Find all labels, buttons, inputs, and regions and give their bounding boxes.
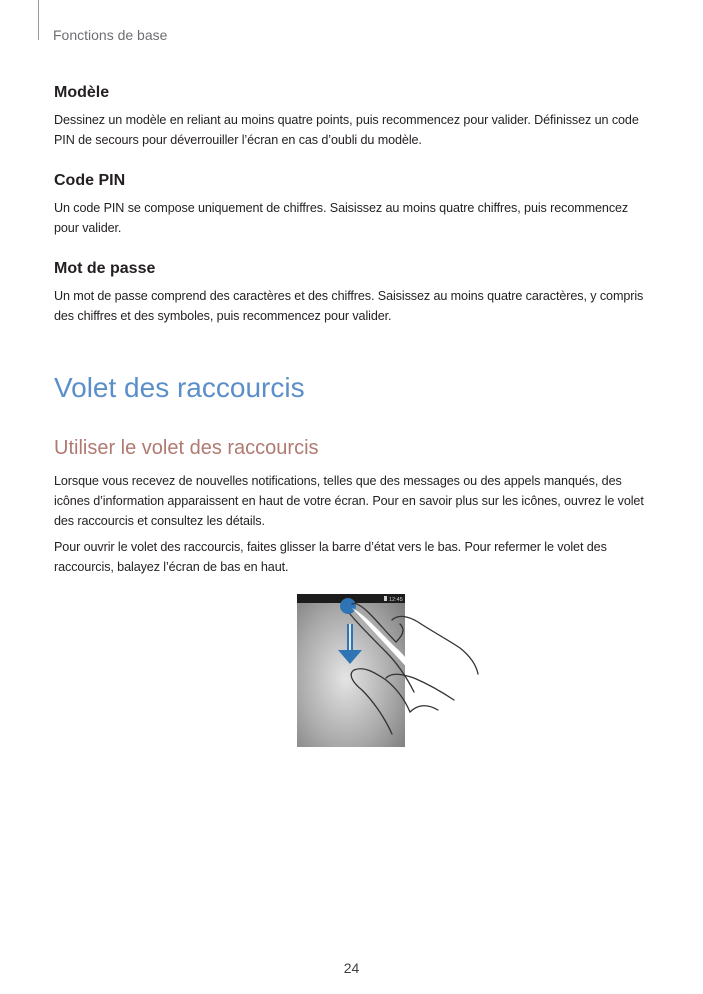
section-paragraph: Lorsque vous recevez de nouvelles notifications, telles que des messages ou des appels manqués, des icônes d’information apparaissent en haut de votre écran. Pour en savoir plus sur les icônes, ouvrez le volet des raccourcis et consultez les détails. [54,474,644,528]
page-number: 24 [343,960,360,976]
lock-type-body: Un mot de passe comprend des caractères et des chiffres. Saisissez au moins quatre caractères, y compris des chiffres et des symboles, puis recommencez pour valider. [54,289,644,323]
lock-types-list [54,84,654,348]
phone-screen-graphic [296,594,486,748]
phone-screen [297,594,405,747]
lock-type-body: Un code PIN se compose uniquement de chiffres. Saisissez au moins quatre chiffres, puis recommencez pour valider. [54,201,629,235]
section-title: Volet des raccourcis [54,372,305,403]
lock-type-pin [54,172,654,238]
section-paragraph: Pour ouvrir le volet des raccourcis, faites glisser la barre d’état vers le bas. Pour refermer le volet des raccourcis, balayez l’écran de bas en haut. [54,540,607,574]
lock-type-body: Dessinez un modèle en reliant au moins quatre points, puis recommencez pour valider. Définissez un code PIN de secours pour déverrouiller l’écran en cas d’oubli du modèle. [54,113,639,147]
lock-type-title: Mot de passe [54,260,156,277]
lock-type-pattern [54,84,654,150]
section-body [54,471,654,577]
battery-icon [384,596,387,601]
header-rule [38,0,39,40]
status-time: 12:45 [389,597,403,603]
touch-point-icon [340,598,356,614]
swipe-down-illustration [296,594,486,748]
lock-type-title: Code PIN [54,172,126,189]
section-subtitle: Utiliser le volet des raccourcis [54,437,319,459]
header-section-title: Fonctions de base [53,27,168,43]
lock-type-password [54,260,654,326]
lock-type-title: Modèle [54,84,110,101]
